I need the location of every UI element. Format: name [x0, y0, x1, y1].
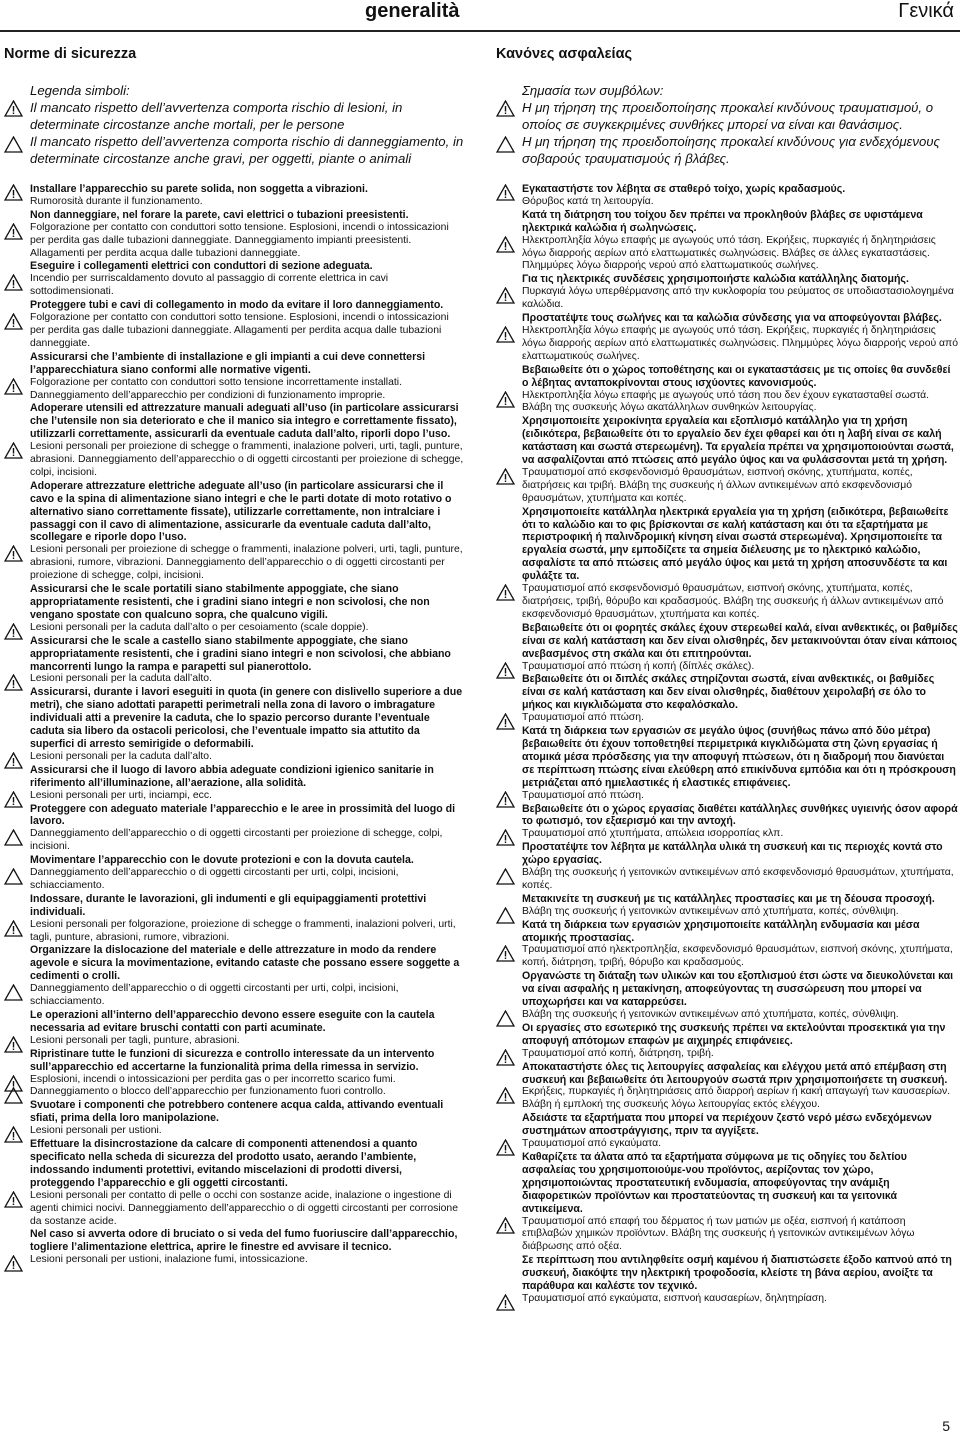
hazard-description — [4, 790, 466, 803]
safety-rule — [496, 725, 958, 790]
rule-text: Τραυματισμοί από εκσφενδονισμό θραυσμάτων, εισπνοή σκόνης, χτυπήματα, κοπές, διατρήσεις και τριβή. Βλάβη της συσκευής ή άλλων αντικειμένων από εκσφενδονισμό θραυσμάτων, χτυπήματα και κοπές. — [522, 466, 913, 504]
rule-text: Ripristinare tutte le funzioni di sicurezza e controllo interessate da un intervento sull’apparecchio ed accertarne la funzionalità prima della rimessa in servizio. — [30, 1047, 435, 1073]
legend-icons — [4, 100, 23, 172]
rule-text: Τραυματισμοί από εκσφενδονισμό θραυσμάτων, εισπνοή σκόνης, χτυπήματα, κοπές, διατρήσεις, τριβή, θόρυβο και κραδασμούς. Βλάβη της συσκευής ή άλλων αντικειμένων από εκσφενδονισμό θραυσμάτων, χτυπήματα και κοπές. — [522, 583, 944, 620]
header-left-title: generalità — [365, 0, 460, 22]
rule-text: Indossare, durante le lavorazioni, gli indumenti e gli equipaggiamenti protettivi individuali. — [30, 892, 427, 918]
hazard-description — [496, 286, 958, 312]
hazard-description — [4, 1254, 466, 1267]
rule-text: Ηλεκτροπληξία λόγω επαφής με αγωγούς υπό τάση. Εκρήξεις, πυρκαγιές ή δηλητηριάσεις λόγω διαρροής αερίων από ελαττωματικές σωληνώσεις. Πλημμύρες λόγω διαρροής νερού από ελαττωματικούς σωλήνες. — [522, 324, 959, 362]
safety-rule — [4, 299, 466, 312]
rule-text: Proteggere tubi e cavi di collegamento in modo da evitare il loro danneggiamento. — [30, 299, 444, 312]
hazard-description — [4, 867, 466, 893]
safety-rule — [4, 893, 466, 919]
rule-text: Installare l’apparecchio su parete solida, non soggetta a vibrazioni. — [30, 183, 368, 195]
safety-rule — [496, 673, 958, 712]
page-header — [0, 0, 960, 32]
warning-damage-icon — [4, 136, 23, 153]
hazard-description — [4, 544, 466, 583]
hazard-description — [496, 235, 958, 274]
rule-text: Assicurarsi che l’ambiente di installazione e gli impianti a cui deve connettersi l’apparecchiatura siano conformi alle normative vigenti. — [30, 350, 426, 376]
legend-heading: Legenda simboli: — [30, 83, 130, 98]
rule-text: Αποκαταστήστε όλες τις λειτουργίες ασφαλείας και ελέγχου μετά από επέμβαση στη συσκευή και βεβαιωθείτε ότι λειτουργούν σωστά πριν χρησιμοποιήσετε τη συσκευή. — [522, 1060, 948, 1086]
hazard-description — [4, 1125, 466, 1138]
rule-text: Μετακινείτε τη συσκευή με τις κατάλληλες προστασίες και με τη δέουσα προσοχή. — [522, 892, 935, 905]
rule-text: Βεβαιωθείτε ότι οι διπλές σκάλες στηρίζονται σωστά, είναι ανθεκτικές, οι βαθμίδες είναι σε καλή κατάσταση και δεν είναι ολισθηρές, διαθέτουν χειρολαβή σε όλο το μήκος και κιγκλιδώματα στο κεφαλόσκαλο. — [522, 673, 935, 712]
rule-text: Lesioni personali per ustioni. — [30, 1125, 162, 1137]
rule-text: Proteggere con adeguato materiale l’apparecchio e le aree in prossimità del luogo di lavoro. — [30, 802, 456, 828]
warning-injury-icon — [4, 313, 23, 330]
rule-text: Assicurarsi che il luogo di lavoro abbia adeguate condizioni igienico sanitarie in riferimento all’illuminazione, all’aerazione, alla solidità. — [30, 763, 434, 789]
hazard-description — [496, 467, 958, 506]
hazard-description — [4, 673, 466, 686]
hazard-description — [4, 919, 466, 945]
legend-icons — [496, 100, 515, 172]
hazard-description — [4, 1086, 466, 1099]
rule-text: Organizzare la dislocazione del materiale e delle attrezzature in modo da rendere agevole e sicura la movimentazione, evitando cataste che possano essere soggette a cedimenti o crolli. — [30, 944, 460, 983]
hazard-description — [496, 1048, 958, 1061]
rule-text: Ηλεκτροπληξία λόγω επαφής με αγωγούς υπό τάση. Εκρήξεις, πυρκαγιές ή δηλητηριάσεις λόγω διαρροής αερίων από ελαττωματικές σωληνώσεις. Βλάβες σε άλλες εγκαταστάσεις. Πλημμύρες λόγω διαρροής νερού από ελαττωματικούς σωλήνες. — [522, 234, 936, 272]
warning-injury-icon — [4, 274, 23, 291]
hazard-description — [496, 867, 958, 893]
hazard-description — [496, 790, 958, 803]
hazard-description — [496, 196, 958, 209]
warning-injury-icon — [496, 1294, 515, 1311]
hazard-description — [4, 196, 466, 209]
rule-text: Οργανώστε τη διάταξη των υλικών και του εξοπλισμού έτσι ώστε να διευκολύνεται και να είναι ασφαλής η μετακίνηση, αποφεύγοντας τη συσσώρευση που μπορεί να υποχωρήσει και να καταρρεύσει. — [522, 970, 954, 1009]
rule-text: Τραυματισμοί από εγκαύματα. — [522, 1138, 661, 1150]
legend-injury-text: Il mancato rispetto dell’avvertenza comporta rischio di lesioni, in determinate circostanze anche mortali, per le persone — [30, 100, 403, 132]
safety-rule — [4, 1048, 466, 1074]
warning-injury-icon — [4, 100, 23, 117]
safety-rule — [4, 1228, 466, 1254]
rule-text: Βλάβη της συσκευής ή γειτονικών αντικειμένων από χτυπήματα, κοπές, σύνθλιψη. — [522, 1009, 899, 1020]
rule-text: Lesioni personali per la caduta dall’alto. — [30, 750, 212, 762]
rules-list — [496, 183, 958, 1306]
hazard-description — [4, 312, 466, 351]
section-title: Norme di sicurezza — [4, 46, 137, 62]
italian-column — [4, 46, 466, 1267]
rule-text: Τραυματισμοί από κοπή, διάτρηση, τριβή. — [522, 1047, 714, 1059]
rule-text: Τραυματισμοί από επαφή του δέρματος ή των ματιών με οξέα, εισπνοή ή κατάποση επιβλαβών χημικών προϊόντων. Βλάβη της συσκευής ή γειτονικών αντικειμένων λόγω διάβρωσης από οξέα. — [522, 1215, 915, 1253]
hazard-description — [4, 377, 466, 403]
safety-rule — [4, 209, 466, 222]
rule-text: Χρησιμοποιείτε χειροκίνητα εργαλεία και εξοπλισμό κατάλληλο για τη χρήση (ειδικότερα, βεβαιωθείτε ότι το εργαλείο δεν έχει φθαρεί και ότι η λαβή είναι σε καλή κατάσταση και σωστά στερεωμένη). Τα εργαλεία πρέπει να χρησιμοποιούνται σωστά, να ασφαλίζονται από πτώσεις από μεγάλο ύψος και να φυλάσσονται μετά τη χρήση. — [522, 415, 954, 467]
warning-injury-icon — [496, 1087, 515, 1104]
warning-injury-icon — [496, 287, 515, 304]
rule-text: Σε περίπτωση που αντιληφθείτε οσμή καμένου ή διαπιστώσετε έξοδο καπνού από τη συσκευή, διακόψτε την ηλεκτρική τροφοδοσία, κλείστε τη βάνα αερίου, ανοίξτε τα παράθυρα και καλέστε τον τεχνικό. — [522, 1254, 952, 1293]
safety-rule — [496, 893, 958, 906]
warning-injury-icon — [4, 442, 23, 459]
warning-injury-icon — [496, 945, 515, 962]
rule-text: Adoperare utensili ed attrezzature manuali adeguati all’uso (in particolare assicurarsi che l’utensile non sia deteriorato e che il manico sia integro e correttamente fissato), utilizzarli correttamente, assicurarli da eventuale caduta dall’alto, riporli dopo l’uso. — [30, 402, 459, 441]
rule-text: Κατά τη διάρκεια των εργασιών χρησιμοποιείτε κατάλληλη ενδυμασία και μέσα ατομικής προστασίας. — [522, 918, 920, 944]
legend-heading: Σημασία των συμβόλων: — [522, 83, 664, 98]
rule-text: Βλάβη της συσκευής ή γειτονικών αντικειμένων από εκσφενδονισμό θραυσμάτων, χτυπήματα, κοπές. — [522, 867, 954, 891]
rule-text: Τραυματισμοί από χτυπήματα, απώλεια ισορροπίας κλπ. — [522, 828, 784, 840]
rule-text: Θόρυβος κατά τη λειτουργία. — [522, 195, 654, 207]
rule-text: Lesioni personali per proiezione di schegge o frammenti, inalazione polveri, urti, tagli, punture, abrasioni. Danneggiamento dell’apparecchio o di oggetti circostanti per proiezione di schegge, colpi, incisioni. — [30, 441, 464, 478]
safety-rule — [496, 803, 958, 829]
rule-text: Folgorazione per contatto con conduttori sotto tensione. Esplosioni, incendi o intossicazioni per perdita gas dalle tubazioni danneggiate. Danneggiamento impianti preesistenti. Allagamenti per perdita acqua dalle tubazioni danneggiate. — [30, 221, 449, 259]
safety-rule — [496, 841, 958, 867]
rule-text: Εκρήξεις, πυρκαγιές ή δηλητηριάσεις από διαρροή αερίων ή κακή απαγωγή των καυσαερίων. Βλάβη ή εμπλοκή της συσκευής λόγω λειτουργίας εκτός ελέγχου. — [522, 1086, 951, 1111]
hazard-description — [496, 1216, 958, 1255]
rule-text: Lesioni personali per folgorazione, proiezione di schegge o frammenti, inalazioni polveri, urti, tagli, punture, abrasioni, rumore, vibrazioni. — [30, 918, 456, 943]
safety-rule — [496, 970, 958, 1009]
hazard-description — [496, 1138, 958, 1151]
warning-injury-icon — [4, 378, 23, 395]
safety-rule — [4, 686, 466, 751]
rule-text: Τραυματισμοί από εγκαύματα, εισπνοή καυσαερίων, δηλητηρίαση. — [522, 1292, 827, 1304]
safety-rule — [4, 351, 466, 377]
rule-text: Adoperare attrezzature elettriche adeguate all’uso (in particolare assicurarsi che il cavo e la spina di alimentazione siano integri e che le parti dotate di moto rotativo o alternativo siano correttamente fissate), utilizzarle correttamente, non intralciare i passaggi con il cavo di alimentazione, assicurarle da eventuale caduta dall’alto, scollegare e riporle dopo l’uso. — [30, 479, 452, 544]
rule-text: Τραυματισμοί από πτώση ή κοπή (δίπλές σκάλες). — [522, 660, 755, 672]
safety-rule — [496, 273, 958, 286]
warning-damage-icon — [4, 984, 23, 1001]
safety-rule — [4, 1099, 466, 1125]
warning-injury-icon — [4, 1191, 23, 1208]
hazard-description — [4, 751, 466, 764]
safety-rule — [4, 854, 466, 867]
rule-text: Lesioni personali per urti, inciampi, ecc. — [30, 789, 212, 801]
safety-rule — [496, 1254, 958, 1293]
rule-text: Οι εργασίες στο εσωτερικό της συσκευής πρέπει να εκτελούνται προσεκτικά για την αποφυγή απότομων επαφών με αιχμηρές επιφάνειες. — [522, 1021, 946, 1047]
rule-text: Χρησιμοποιείτε κατάλληλα ηλεκτρικά εργαλεία για τη χρήση (ειδικότερα, βεβαιωθείτε ότι το καλώδιο και το φις βρίσκονται σε καλή κατάσταση και ότι τα εξαρτήματα με περιστροφική ή παλινδρομική κίνηση είναι σωστά στερεωμένα). Χρησιμοποιείτε τα εργαλεία σωστά, μην εμποδίζετε τα σημεία διέλευσης με το ηλεκτρικό καλώδιο, ασφαλίστε τα από πτώσεις από μεγάλο ύψος και μετά τη χρήση αποσυνδέστε τα και φυλάξτε τα. — [522, 505, 949, 583]
header-right-title: Γενικά — [898, 0, 954, 22]
rule-text: Danneggiamento o blocco dell’apparecchio per funzionamento fuori controllo. — [30, 1086, 386, 1098]
rule-text: Folgorazione per contatto con conduttori sotto tensione incorrettamente installati. Danneggiamento dell’apparecchio per condizioni di funzionamento improprie. — [30, 376, 402, 401]
safety-rule — [496, 312, 958, 325]
warning-damage-icon — [4, 829, 23, 846]
hazard-description — [496, 906, 958, 919]
rule-text: Εγκαταστήστε τον λέβητα σε σταθερό τοίχο, χωρίς κραδασμούς. — [522, 183, 846, 195]
safety-rule — [4, 635, 466, 674]
safety-rule — [496, 209, 958, 235]
rule-text: Βεβαιωθείτε ότι ο χώρος εργασίας διαθέτει κατάλληλες συνθήκες υγιεινής όσον αφορά το φωτισμό, τον εξαερισμό και την αντοχή. — [522, 802, 958, 828]
rule-text: Τραυματισμοί από πτώση. — [522, 789, 644, 801]
warning-damage-icon — [496, 868, 515, 885]
hazard-description — [4, 828, 466, 854]
safety-rule — [496, 1112, 958, 1138]
safety-rule — [496, 364, 958, 390]
warning-injury-icon — [496, 236, 515, 253]
safety-rule — [496, 415, 958, 467]
hazard-description — [4, 1074, 466, 1087]
hazard-description — [4, 273, 466, 299]
rule-text: Danneggiamento dell’apparecchio o di oggetti circostanti per proiezione di schegge, colpi, incisioni. — [30, 828, 443, 853]
safety-rule — [496, 183, 958, 196]
warning-injury-icon — [496, 391, 515, 408]
safety-rule — [4, 944, 466, 983]
legend-damage-text: Η μη τήρηση της προειδοποίησης προκαλεί κινδύνους για ενδεχόμενους σοβαρούς τραυματισμούς ή βλάβες. — [522, 134, 940, 166]
rule-text: Assicurarsi, durante i lavori eseguiti in quota (in genere con dislivello superiore a due metri), che siano adottati parapetti perimetrali nella zona di lavoro o imbragature individuali atti a prevenire la caduta, che lo spazio percorso durante l’eventuale caduta sia libero da ostacoli pericolosi, che l’eventuale impatto sia attutito da superfici di arresto semirigide o deformabili. — [30, 686, 463, 750]
hazard-description — [4, 983, 466, 1009]
warning-injury-icon — [496, 326, 515, 343]
rule-text: Svuotare i componenti che potrebbero contenere acqua calda, attivando eventuali sfiati, prima della loro manipolazione. — [30, 1099, 444, 1125]
rule-text: Βεβαιωθείτε ότι ο χώρος τοποθέτησης και οι εγκαταστάσεις με τις οποίες θα συνδεθεί ο λέβητας ανταποκρίνονται στους ισχύοντες κανονισμούς. — [522, 363, 951, 389]
rule-text: Καθαρίζετε τα άλατα από τα εξαρτήματα σύμφωνα με τις οδηγίες του δελτίου ασφαλείας του χρησιμοποιούμε-νου προϊόντος, αερίζοντας τον χώρο, χρησιμοποιώντας προστατευτική ενδυμασία, αποφεύγοντας την ανάμιξη διαφορετικών προϊόντων και προστατεύοντας τη συσκευή και τα γειτονικά αντικείμενα. — [522, 1150, 907, 1215]
rules-list — [4, 183, 466, 1267]
safety-rule — [4, 1009, 466, 1035]
warning-damage-icon — [4, 868, 23, 885]
section-title: Κανόνες ασφαλείας — [496, 46, 633, 62]
rule-text: Lesioni personali per contatto di pelle o occhi con sostanze acide, inalazione o ingestione di agenti chimici nocivi. Danneggiamento dell’apparecchio o di oggetti circostanti per corrosione da sostanze acide. — [30, 1189, 458, 1227]
safety-rule — [4, 480, 466, 545]
hazard-description — [496, 944, 958, 970]
rule-text: Lesioni personali per proiezione di schegge o frammenti, inalazione polveri, urti, tagli, punture, abrasioni, rumore, vibrazioni. Danneggiamento dell’apparecchio o di oggetti circostanti per proiezione di schegge, colpi, incisioni. — [30, 544, 463, 582]
rule-text: Lesioni personali per la caduta dall’alto. — [30, 673, 212, 685]
rule-text: Non danneggiare, nel forare la parete, cavi elettrici o tubazioni preesistenti. — [30, 208, 409, 221]
warning-injury-icon — [496, 468, 515, 485]
rule-text: Ηλεκτροπληξία λόγω επαφής με αγωγούς υπό τάση που δεν έχουν εγκατασταθεί σωστά. Βλάβη της συσκευής λόγω ακατάλληλων συνθηκών λειτουργίας. — [522, 389, 930, 414]
rule-text: Αδειάστε τα εξαρτήματα που μπορεί να περιέχουν ζεστό νερό μέσω ενδεχόμενων συστημάτων αποστράγγισης, πριν τα αγγίξετε. — [522, 1112, 932, 1138]
safety-rule — [4, 803, 466, 829]
hazard-description — [496, 661, 958, 674]
safety-rule — [4, 402, 466, 441]
warning-injury-icon — [496, 100, 515, 117]
rule-text: Lesioni personali per ustioni, inalazione fumi, intossicazione. — [30, 1254, 308, 1266]
safety-rule — [4, 183, 466, 196]
safety-rule — [496, 1061, 958, 1087]
hazard-description — [496, 1086, 958, 1112]
hazard-description — [496, 828, 958, 841]
hazard-description — [4, 1035, 466, 1048]
rule-text: Incendio per surriscaldamento dovuto al passaggio di corrente elettrica in cavi sottodimensionati. — [30, 273, 389, 298]
safety-rule — [4, 260, 466, 273]
rule-text: Movimentare l’apparecchio con le dovute protezioni e con la dovuta cautela. — [30, 854, 414, 867]
safety-rule — [496, 1022, 958, 1048]
warning-damage-icon — [496, 136, 515, 153]
rule-text: Folgorazione per contatto con conduttori sotto tensione. Esplosioni, incendi o intossicazioni per perdita gas dalle tubazioni danneggiate. Allagamenti per perdita acqua dalle tubazioni danneggiate. — [30, 312, 449, 349]
rule-text: Βλάβη της συσκευής ή γειτονικών αντικειμένων από χτυπήματα, κοπές, σύνθλιψη. — [522, 905, 899, 917]
rule-text: Effettuare la disincrostazione da calcare di componenti attenendosi a quanto specificato nella scheda di sicurezza del prodotto usato, aerando l’ambiente, indossando indumenti protettivi, evitando miscelazioni di prodotti diversi, proteggendo l’apparecchio e gli oggetti circostanti. — [30, 1138, 418, 1189]
rule-text: Esplosioni, incendi o intossicazioni per perdita gas o per incorretto scarico fumi. — [30, 1073, 396, 1085]
rule-text: Κατά τη διάρκεια των εργασιών σε μεγάλο ύψος (συνήθως πάνω από δύο μέτρα) βεβαιωθείτε ότι έχουν τοποθετηθεί περιμετρικά κιγκλιδώματα στη ζώνη εργασίας ή ατομικά μέσα πρόσδεσης για την αποφυγή πτώσεων, ότι η διαδρομή που διανύεται σε περίπτωση πτώσης είναι ελεύθερη από επικίνδυνα εμπόδια και ότι η πρόσκρουση μετριάζεται από ημιελαστικές ή ελαστικές επιφάνειες. — [522, 725, 956, 789]
rule-text: Nel caso si avverta odore di bruciato o si veda del fumo fuoriuscire dall’apparecchio, togliere l’alimentazione elettrica, aprire le finestre ed avvisare il tecnico. — [30, 1228, 458, 1254]
safety-rule — [496, 919, 958, 945]
hazard-description — [496, 1293, 958, 1306]
rule-text: Rumorosità durante il funzionamento. — [30, 195, 203, 207]
hazard-description — [4, 1190, 466, 1229]
rule-text: Τραυματισμοί από ηλεκτροπληξία, εκσφενδονισμό θραυσμάτων, εισπνοή σκόνης, χτυπήματα, κοπή, διάτρηση, τριβή, θόρυβο και κραδασμούς. — [522, 944, 953, 969]
rule-text: Προστατέψτε τους σωλήνες και τα καλώδια σύνδεσης για να αποφεύγονται βλάβες. — [522, 312, 942, 325]
safety-rule — [4, 583, 466, 622]
safety-rule — [496, 622, 958, 661]
safety-rule — [496, 506, 958, 583]
safety-rule — [4, 764, 466, 790]
warning-injury-icon — [4, 920, 23, 937]
symbol-legend — [496, 82, 958, 167]
rule-text: Προστατέψτε τον λέβητα με κατάλληλα υλικά τη συσκευή και τις περιοχές κοντά στο χώρο εργασίας. — [522, 841, 943, 867]
rule-text: Βεβαιωθείτε ότι οι φορητές σκάλες έχουν στερεωθεί καλά, είναι ανθεκτικές, οι βαθμίδες είναι σε καλή κατάσταση και δεν είναι ολισθηρές, δεν μετακινούνται όταν είναι κάποιος ανεβασμένος στη σκάλα και ότι επιτηρούνται. — [522, 621, 958, 660]
warning-injury-icon — [4, 545, 23, 562]
rule-text: Κατά τη διάτρηση του τοίχου δεν πρέπει να προκληθούν βλάβες σε υφιστάμενα ηλεκτρικά καλώδια ή σωληνώσεις. — [522, 208, 923, 234]
symbol-legend — [4, 82, 466, 167]
legend-injury-text: Η μη τήρηση της προειδοποίησης προκαλεί κινδύνους τραυματισμού, ο οποίος σε συγκεκριμένες συνθήκες μπορεί να είναι και θανάσιμος. — [522, 100, 934, 132]
warning-injury-icon — [4, 1255, 23, 1272]
rule-text: Lesioni personali per la caduta dall’alto o per cesoiamento (scale doppie). — [30, 621, 369, 633]
rule-text: Lesioni personali per tagli, punture, abrasioni. — [30, 1034, 240, 1046]
hazard-description — [4, 441, 466, 480]
rule-text: Assicurarsi che le scale portatili siano stabilmente appoggiate, che siano appropriatamente resistenti, che i gradini siano integri e non scivolosi, che non vengano spostate con qualcuno sopra, che qualcuno vigili. — [30, 583, 430, 621]
rule-text: Πυρκαγιά λόγω υπερθέρμανσης από την κυκλοφορία του ρεύματος σε υποδιαστασιολογημένα καλώδια. — [522, 286, 954, 311]
hazard-description — [4, 622, 466, 635]
page-number: 5 — [942, 1418, 950, 1434]
hazard-description — [496, 325, 958, 364]
rule-text: Danneggiamento dell’apparecchio o di oggetti circostanti per urti, colpi, incisioni, schiacciamento. — [30, 867, 399, 891]
hazard-description — [496, 712, 958, 725]
greek-column — [496, 46, 958, 1306]
rule-text: Για τις ηλεκτρικές συνδέσεις χρησιμοποιήστε καλώδια κατάλληλης διατομής. — [522, 273, 909, 286]
hazard-description — [496, 583, 958, 622]
hazard-description — [496, 1009, 958, 1022]
rule-text: Eseguire i collegamenti elettrici con conduttori di sezione adeguata. — [30, 260, 373, 273]
safety-rule — [4, 1138, 466, 1190]
rule-text: Assicurarsi che le scale a castello siano stabilmente appoggiate, che siano appropriatamente resistenti, che i gradini siano integri e non scivolosi, che abbiano mancorrenti lungo la rampa e parapetti sul pianerottolo. — [30, 634, 451, 673]
safety-rule — [496, 1151, 958, 1216]
warning-injury-icon — [496, 584, 515, 601]
hazard-description — [4, 222, 466, 261]
warning-injury-icon — [4, 223, 23, 240]
rule-text: Τραυματισμοί από πτώση. — [522, 712, 644, 724]
rule-text: Le operazioni all’interno dell’apparecchio devono essere eseguite con la cautela necessaria ad evitare bruschi contatti con parti acuminate. — [30, 1009, 435, 1034]
legend-damage-text: Il mancato rispetto dell’avvertenza comporta rischio di danneggiamento, in determinate circostanze anche gravi, per oggetti, piante o animali — [30, 134, 464, 166]
rule-text: Danneggiamento dell’apparecchio o di oggetti circostanti per urti, colpi, incisioni, schiacciamento. — [30, 983, 399, 1008]
hazard-description — [496, 390, 958, 416]
warning-injury-icon — [496, 1217, 515, 1234]
